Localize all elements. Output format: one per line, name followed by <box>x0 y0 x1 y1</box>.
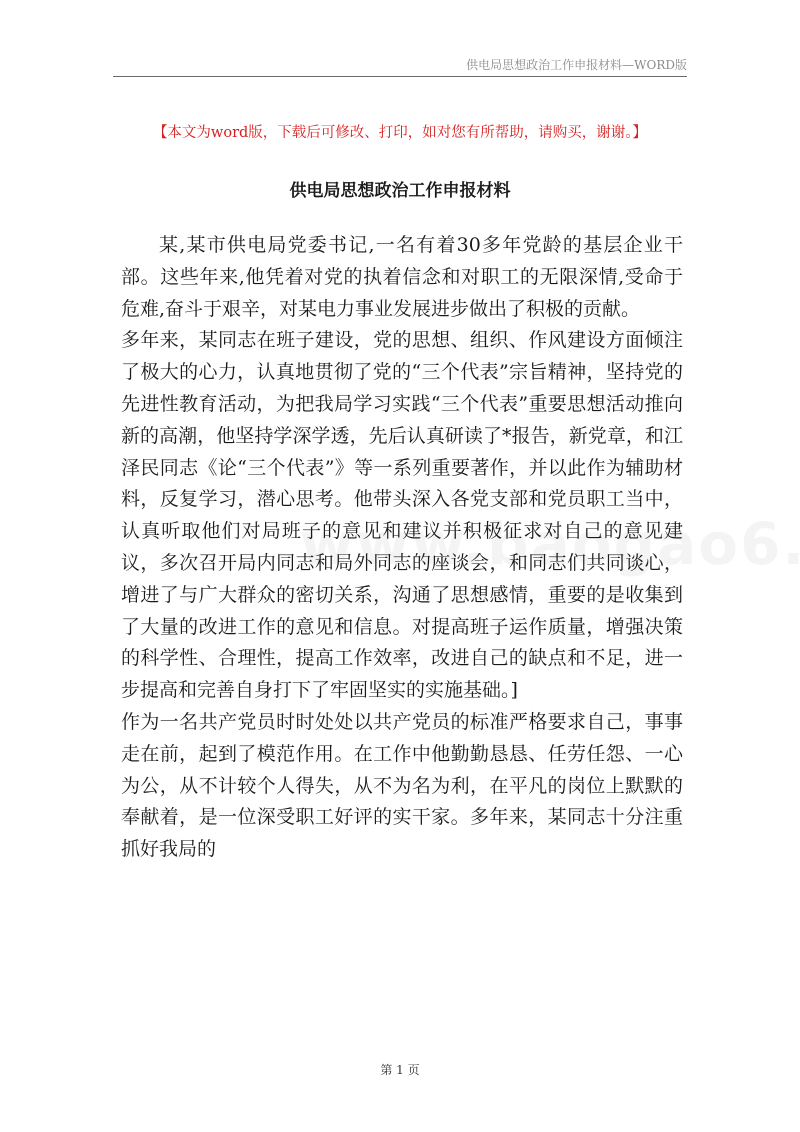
page-number: 第 1 页 <box>380 1063 420 1077</box>
paragraph-intro: 某,某市供电局党委书记,一名有着30多年党龄的基层企业干部。这些年来,他凭着对党的执着信念和对职工的无限深情,受命于危难,奋斗于艰辛，对某电力事业发展进步做出了积极的贡献。 <box>121 234 683 320</box>
paragraph-team-building: 多年来，某同志在班子建设，党的思想、组织、作风建设方面倾注了极大的心力，认真地贯彻了党的“三个代表”宗旨精神，坚持党的先进性教育活动，为把我局学习实践“三个代表”重要思想活动推向新的高潮，他坚持学深学透，先后认真研读了*报告，新党章，和江泽民同志《论“三个代表”》等一系列重要著作，并以此作为辅助材料，反复学习，潜心思考。他带头深入各党支部和党员职工当中，认真听取他们对局班子的意见和建议并积极征求对自己的意见建议，多次召开局内同志和局外同志的座谈会，和同志们共同谈心，增进了与广大群众的密切关系，沟通了思想感情，重要的是收集到了大量的改进工作的意见和信息。对提高班子运作质量，增强决策的科学性、合理性，提高工作效率，改进自己的缺点和不足，进一步提高和完善自身打下了牢固坚实的实施基础。] <box>121 329 683 702</box>
download-notice: 【本文为word版，下载后可修改、打印，如对您有所帮助，请购买，谢谢。】 <box>152 125 648 141</box>
document-body <box>121 230 683 866</box>
document-title: 供电局思想政治工作申报材料 <box>289 181 511 201</box>
paragraph-party-member: 作为一名共产党员时时处处以共产党员的标准严格要求自己，事事走在前，起到了模范作用。在工作中他勤勤恳恳、任劳任怨、一心为公，从不计较个人得失，从不为名为利，在平凡的岗位上默默的奉献着，是一位深受职工好评的实干家。多年来，某同志十分注重抓好我局的 <box>121 710 683 861</box>
running-title: 供电局思想政治工作申报材料—WORD版 <box>466 58 687 72</box>
page-header <box>113 52 687 77</box>
